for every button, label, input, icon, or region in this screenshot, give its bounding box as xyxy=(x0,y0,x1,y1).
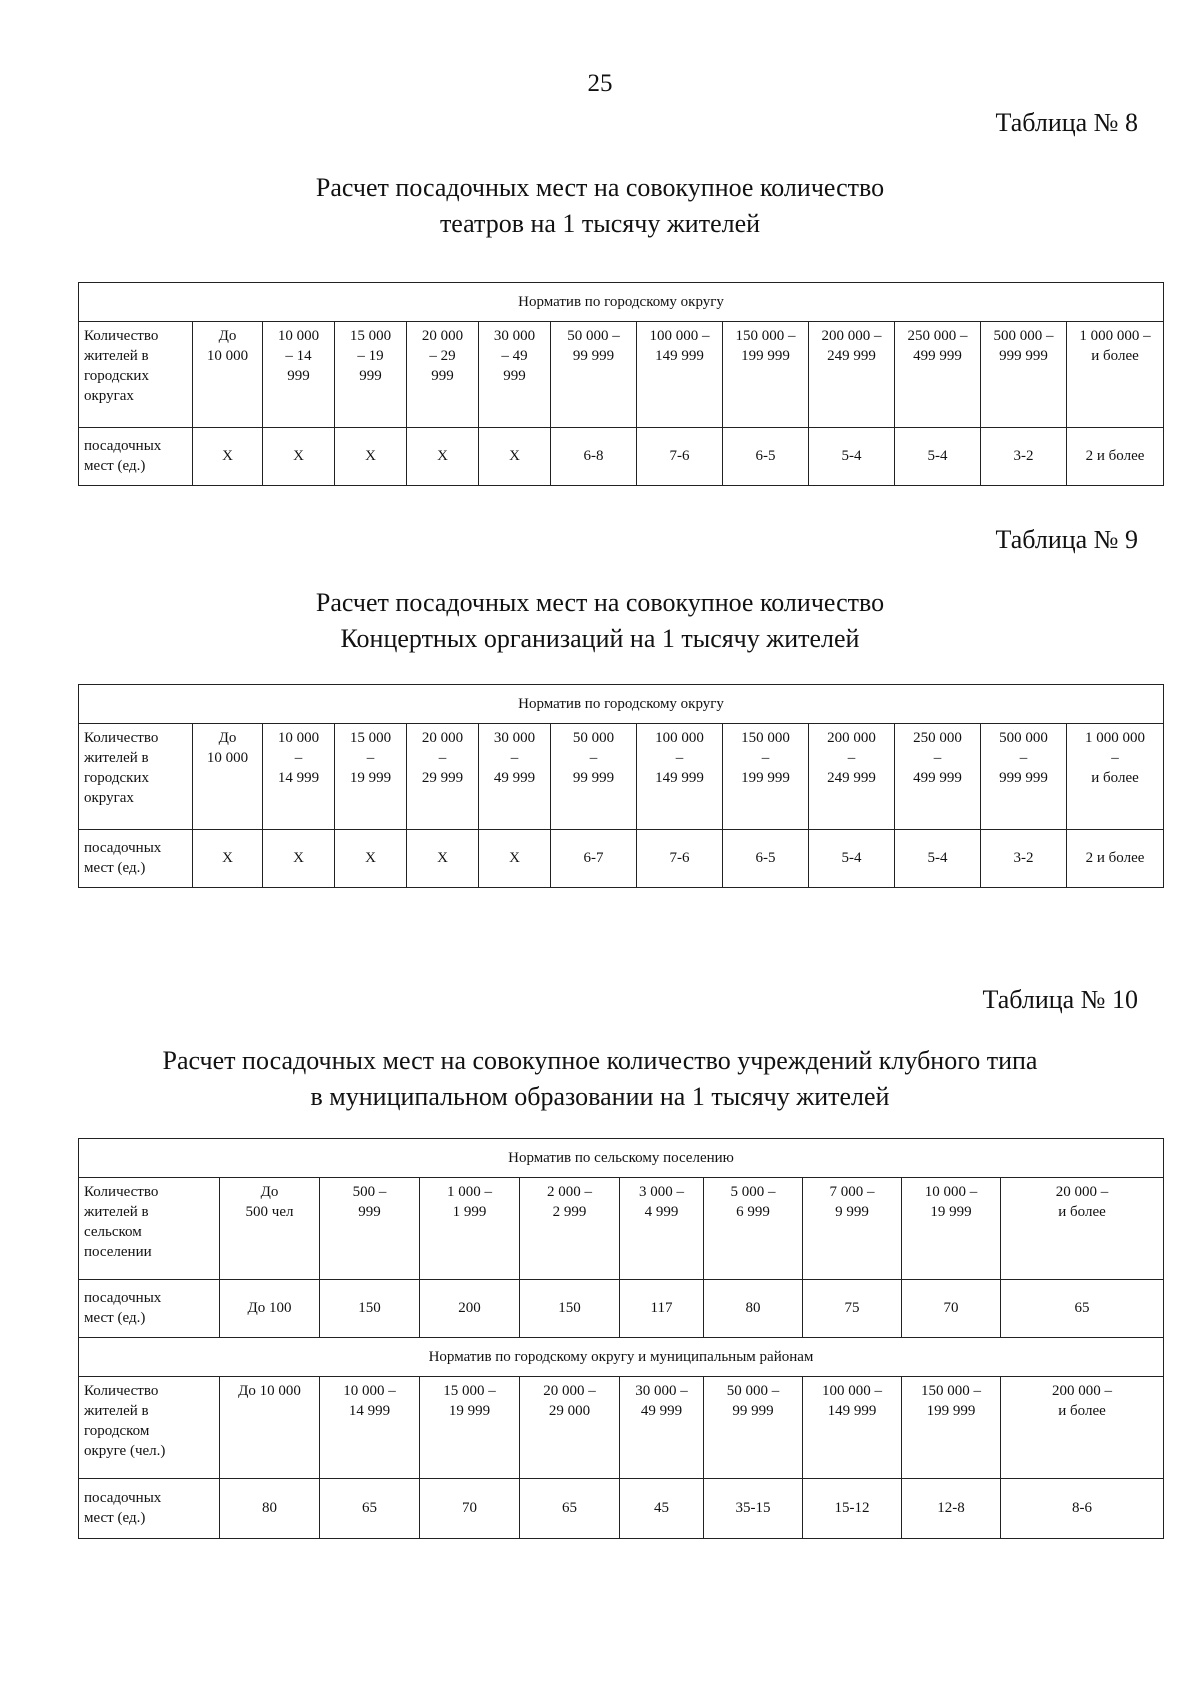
table-9-label: Таблица № 9 xyxy=(995,525,1138,554)
range-cell: 50 000 – 99 999 xyxy=(551,322,637,428)
value-cell: X xyxy=(193,830,263,888)
value-cell: 3-2 xyxy=(981,428,1067,486)
page-number: 25 xyxy=(587,70,613,97)
value-cell: 2 и более xyxy=(1067,830,1164,888)
range-cell: 1 000 000 – и более xyxy=(1067,724,1164,830)
row-header-residents: Количество жителей в городском округе (чел.) xyxy=(79,1377,220,1479)
value-cell: 12-8 xyxy=(902,1479,1001,1539)
value-cell: 2 и более xyxy=(1067,428,1164,486)
range-cell: До 500 чел xyxy=(220,1178,320,1280)
value-cell: 5-4 xyxy=(809,830,895,888)
value-cell: X xyxy=(335,428,407,486)
range-cell: 20 000 – и более xyxy=(1001,1178,1164,1280)
value-cell: 80 xyxy=(220,1479,320,1539)
table-8 xyxy=(78,282,1164,486)
value-cell: 3-2 xyxy=(981,830,1067,888)
value-cell: 150 xyxy=(320,1280,420,1338)
range-cell: 10 000 – 19 999 xyxy=(902,1178,1001,1280)
range-cell: 1 000 – 1 999 xyxy=(420,1178,520,1280)
value-cell: X xyxy=(335,830,407,888)
table-10-rural-header-row xyxy=(79,1178,1164,1280)
value-cell: 45 xyxy=(620,1479,704,1539)
range-cell: 7 000 – 9 999 xyxy=(803,1178,902,1280)
range-cell: До 10 000 xyxy=(220,1377,320,1479)
range-cell: 100 000 – 149 999 xyxy=(803,1377,902,1479)
table-9-title: Расчет посадочных мест на совокупное количество Концертных организаций на 1 тысячу жителей xyxy=(315,588,885,653)
table-10-rural-values-row xyxy=(79,1280,1164,1338)
range-cell: 30 000 – 49 999 xyxy=(620,1377,704,1479)
table-10-title: Расчет посадочных мест на совокупное количество учреждений клубного типа в муниципальном образовании на 1 тысячу жителей xyxy=(162,1046,1038,1111)
table-8-header-row xyxy=(79,322,1164,428)
value-cell: 6-5 xyxy=(723,830,809,888)
range-cell: 50 000 – 99 999 xyxy=(704,1377,803,1479)
table-8-label: Таблица № 8 xyxy=(995,108,1138,137)
range-cell: 10 000 – 14 999 xyxy=(263,724,335,830)
range-cell: 20 000 – 29 000 xyxy=(520,1377,620,1479)
table-10 xyxy=(78,1138,1164,1539)
range-cell: 10 000 – 14 999 xyxy=(263,322,335,428)
value-cell: 5-4 xyxy=(809,428,895,486)
value-cell: 65 xyxy=(1001,1280,1164,1338)
value-cell: 70 xyxy=(420,1479,520,1539)
range-cell: 150 000 – 199 999 xyxy=(723,322,809,428)
range-cell: 30 000 – 49 999 xyxy=(479,322,551,428)
range-cell: До 10 000 xyxy=(193,724,263,830)
table-8-title: Расчет посадочных мест на совокупное количество театров на 1 тысячу жителей xyxy=(315,173,885,238)
row-header-seats: посадочных мест (ед.) xyxy=(79,428,193,486)
table-9-group-header: Норматив по городскому округу xyxy=(79,685,1164,724)
row-header-residents: Количество жителей в сельском поселении xyxy=(79,1178,220,1280)
value-cell: 8-6 xyxy=(1001,1479,1164,1539)
table-10-label: Таблица № 10 xyxy=(982,985,1138,1014)
row-header-seats: посадочных мест (ед.) xyxy=(79,830,193,888)
range-cell: 100 000 – 149 999 xyxy=(637,322,723,428)
table-9-values-row xyxy=(79,830,1164,888)
value-cell: 200 xyxy=(420,1280,520,1338)
table-8-group-header: Норматив по городскому округу xyxy=(79,283,1164,322)
value-cell: 80 xyxy=(704,1280,803,1338)
row-header-residents: Количество жителей в городских округах xyxy=(79,322,193,428)
value-cell: 7-6 xyxy=(637,830,723,888)
value-cell: 6-7 xyxy=(551,830,637,888)
range-cell: 250 000 – 499 999 xyxy=(895,724,981,830)
range-cell: 1 000 000 – и более xyxy=(1067,322,1164,428)
table-10-urban-group-header: Норматив по городскому округу и муниципальным районам xyxy=(79,1338,1164,1377)
table-10-urban-values-row xyxy=(79,1479,1164,1539)
table-8-values-row xyxy=(79,428,1164,486)
table-9-header-row xyxy=(79,724,1164,830)
row-header-residents: Количество жителей в городских округах xyxy=(79,724,193,830)
value-cell: До 100 xyxy=(220,1280,320,1338)
range-cell: 150 000 – 199 999 xyxy=(902,1377,1001,1479)
range-cell: 500 – 999 xyxy=(320,1178,420,1280)
value-cell: 6-5 xyxy=(723,428,809,486)
value-cell: X xyxy=(479,830,551,888)
range-cell: 20 000 – 29 999 xyxy=(407,322,479,428)
range-cell: 3 000 – 4 999 xyxy=(620,1178,704,1280)
range-cell: 2 000 – 2 999 xyxy=(520,1178,620,1280)
value-cell: X xyxy=(193,428,263,486)
range-cell: 200 000 – и более xyxy=(1001,1377,1164,1479)
value-cell: 70 xyxy=(902,1280,1001,1338)
value-cell: 5-4 xyxy=(895,428,981,486)
value-cell: 65 xyxy=(520,1479,620,1539)
row-header-seats: посадочных мест (ед.) xyxy=(79,1280,220,1338)
range-cell: 5 000 – 6 999 xyxy=(704,1178,803,1280)
value-cell: 65 xyxy=(320,1479,420,1539)
value-cell: X xyxy=(263,428,335,486)
table-9 xyxy=(78,684,1164,888)
range-cell: 250 000 – 499 999 xyxy=(895,322,981,428)
range-cell: 500 000 – 999 999 xyxy=(981,322,1067,428)
range-cell: 30 000 – 49 999 xyxy=(479,724,551,830)
range-cell: 200 000 – 249 999 xyxy=(809,322,895,428)
table-10-urban-header-row xyxy=(79,1377,1164,1479)
range-cell: 15 000 – 19 999 xyxy=(335,724,407,830)
value-cell: 7-6 xyxy=(637,428,723,486)
range-cell: 10 000 – 14 999 xyxy=(320,1377,420,1479)
value-cell: 117 xyxy=(620,1280,704,1338)
value-cell: 35-15 xyxy=(704,1479,803,1539)
value-cell: 15-12 xyxy=(803,1479,902,1539)
value-cell: 6-8 xyxy=(551,428,637,486)
value-cell: 150 xyxy=(520,1280,620,1338)
row-header-seats: посадочных мест (ед.) xyxy=(79,1479,220,1539)
range-cell: До 10 000 xyxy=(193,322,263,428)
value-cell: X xyxy=(407,830,479,888)
range-cell: 200 000 – 249 999 xyxy=(809,724,895,830)
value-cell: 5-4 xyxy=(895,830,981,888)
value-cell: X xyxy=(263,830,335,888)
value-cell: X xyxy=(407,428,479,486)
range-cell: 50 000 – 99 999 xyxy=(551,724,637,830)
value-cell: X xyxy=(479,428,551,486)
value-cell: 75 xyxy=(803,1280,902,1338)
range-cell: 500 000 – 999 999 xyxy=(981,724,1067,830)
range-cell: 100 000 – 149 999 xyxy=(637,724,723,830)
range-cell: 150 000 – 199 999 xyxy=(723,724,809,830)
table-10-rural-group-header: Норматив по сельскому поселению xyxy=(79,1139,1164,1178)
range-cell: 20 000 – 29 999 xyxy=(407,724,479,830)
range-cell: 15 000 – 19 999 xyxy=(420,1377,520,1479)
range-cell: 15 000 – 19 999 xyxy=(335,322,407,428)
